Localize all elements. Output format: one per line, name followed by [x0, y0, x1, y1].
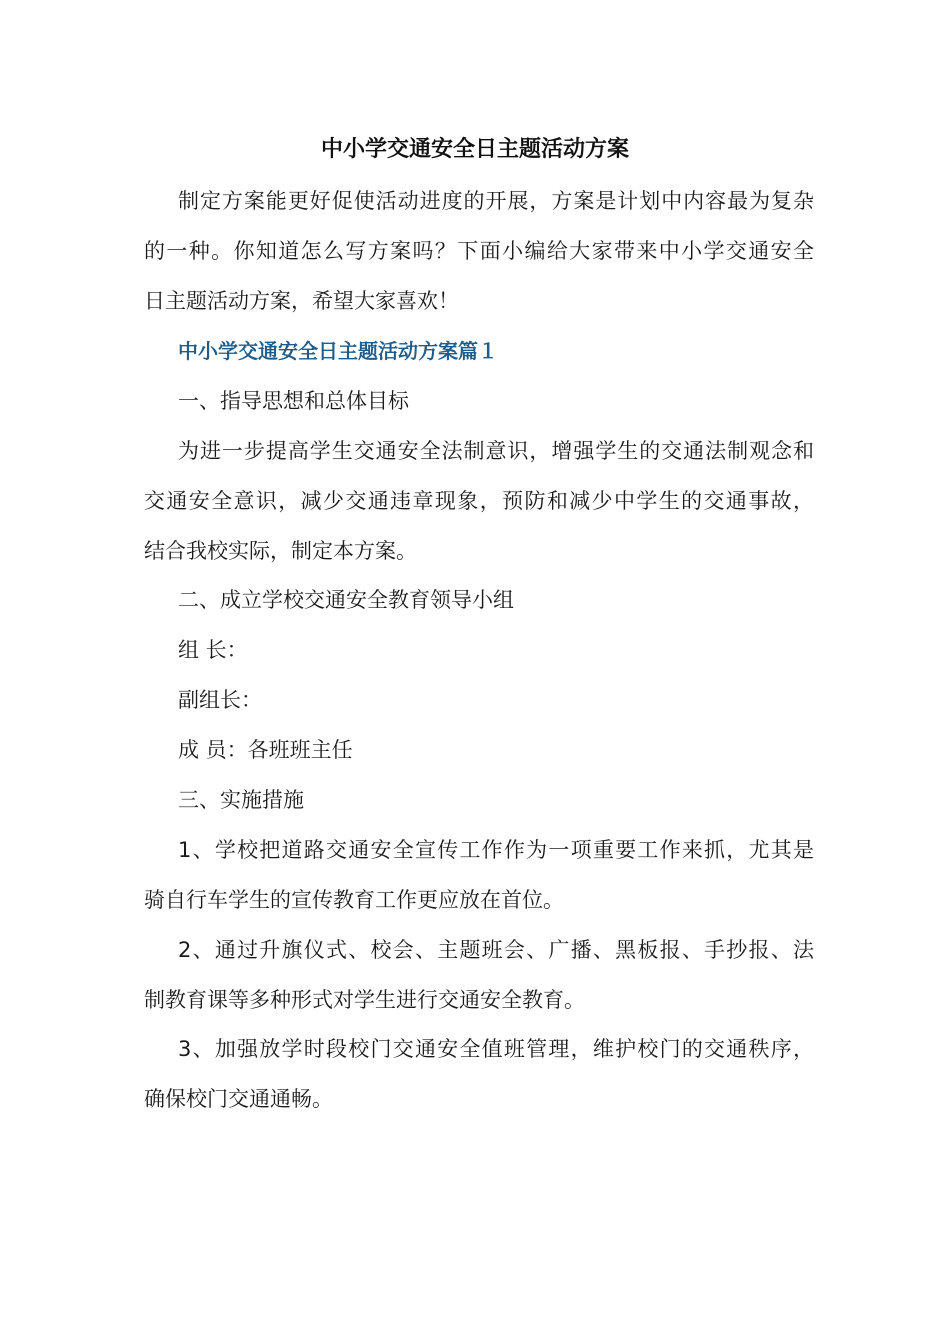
heading-guiding-ideology: 一、指导思想和总体目标: [178, 389, 409, 413]
measure-2-line-2: 制教育课等多种形式对学生进行交通安全教育。: [144, 988, 585, 1012]
para-1-line-1: 为进一步提高学生交通安全法制意识，增强学生的交通法制观念和: [178, 439, 814, 463]
measure-3-line-1: 3、加强放学时段校门交通安全值班管理，维护校门的交通秩序，: [178, 1037, 814, 1061]
para-1-line-3: 结合我校实际，制定本方案。: [144, 539, 417, 563]
document-title: 中小学交通安全日主题活动方案: [320, 137, 629, 162]
para-1-line-2: 交通安全意识，减少交通违章现象，预防和减少中学生的交通事故，: [144, 489, 814, 513]
measure-3-line-2: 确保校门交通通畅。: [144, 1087, 333, 1111]
measure-1-line-1: 1、学校把道路交通安全宣传工作作为一项重要工作来抓，尤其是: [178, 838, 814, 862]
heading-measures: 三、实施措施: [178, 788, 304, 812]
measure-2-line-1: 2、通过升旗仪式、校会、主题班会、广播、黑板报、手抄报、法: [178, 938, 814, 962]
intro-line-2: 的一种。你知道怎么写方案吗？下面小编给大家带来中小学交通安全: [144, 239, 814, 263]
group-leader-line: 组 长：: [178, 638, 248, 662]
heading-leadership-group: 二、成立学校交通安全教育领导小组: [178, 588, 514, 612]
measure-1-line-2: 骑自行车学生的宣传教育工作更应放在首位。: [144, 888, 564, 912]
members-line: 成 员：各班班主任: [178, 738, 353, 762]
intro-line-1: 制定方案能更好促使活动进度的开展，方案是计划中内容最为复杂: [178, 189, 814, 213]
intro-line-3: 日主题活动方案，希望大家喜欢！: [144, 289, 459, 313]
deputy-leader-line: 副组长：: [178, 688, 262, 712]
section-heading: 中小学交通安全日主题活动方案篇１: [178, 339, 498, 363]
